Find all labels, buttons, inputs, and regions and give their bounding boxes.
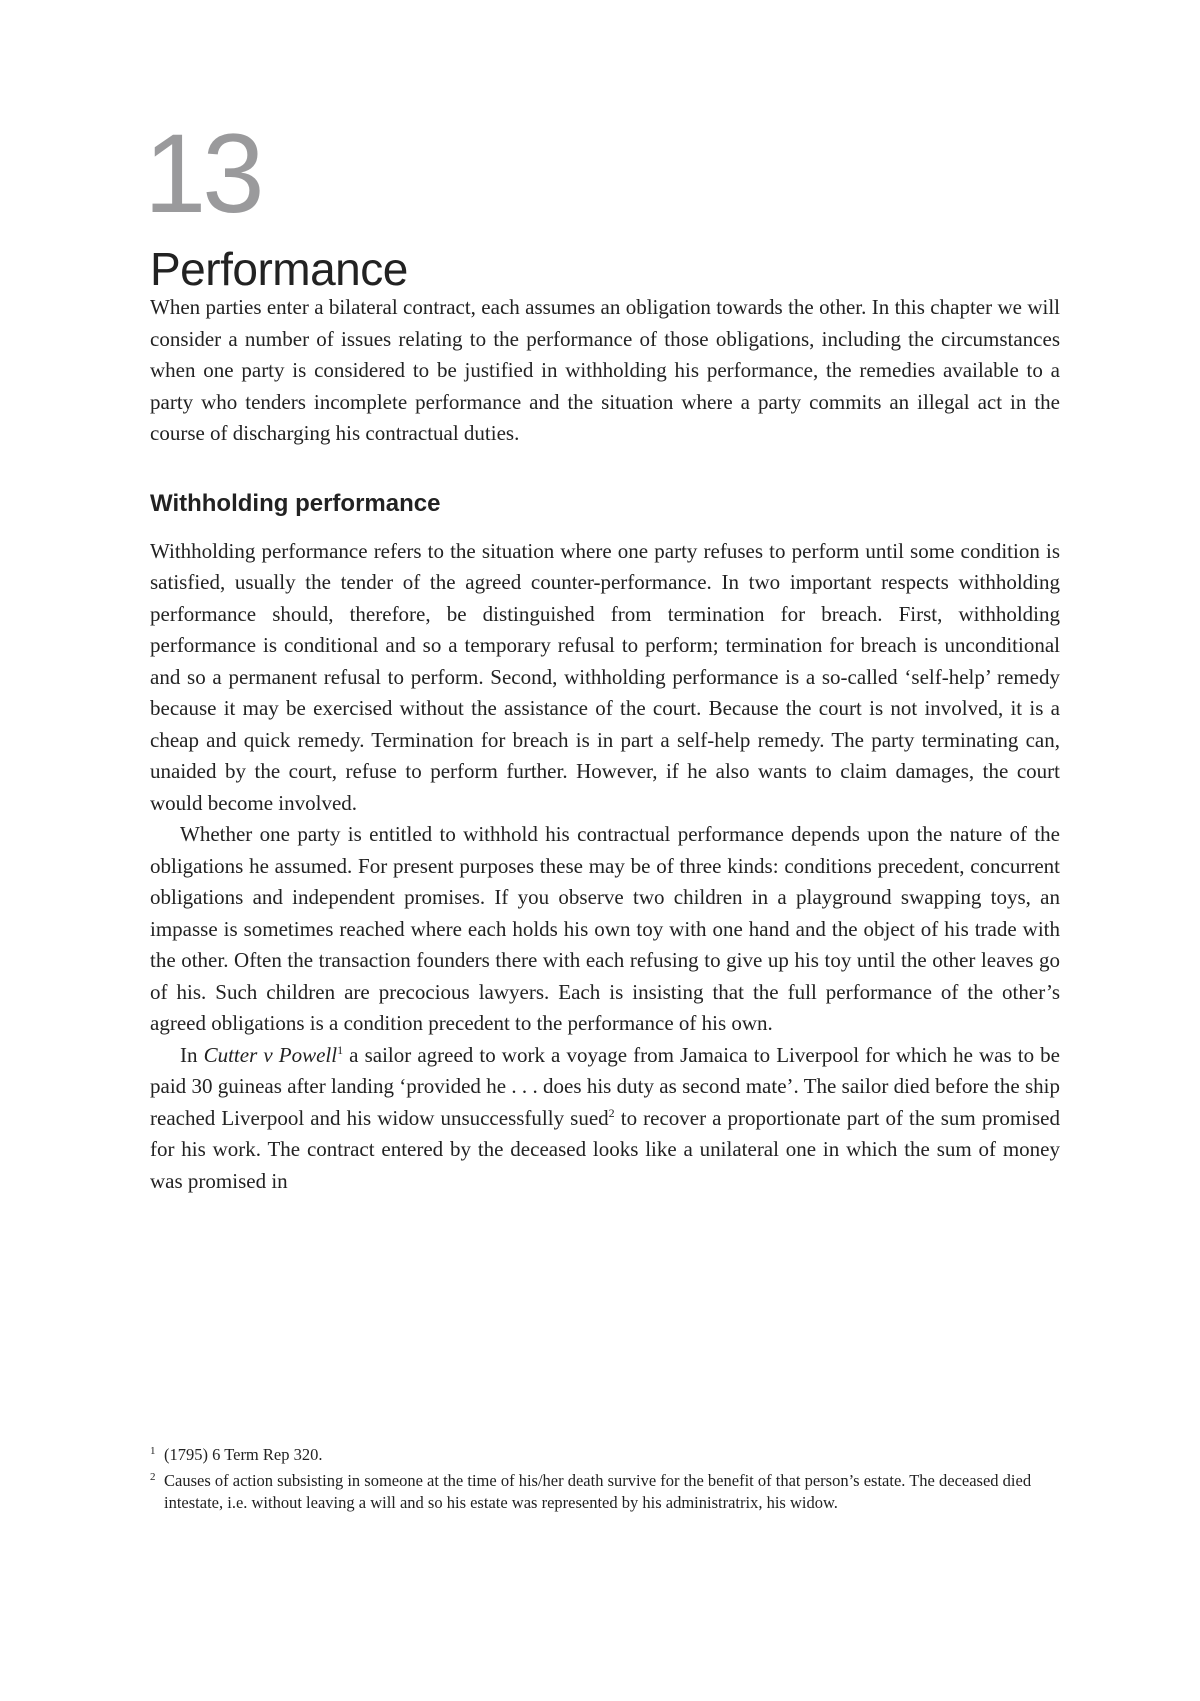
footnote-text: (1795) 6 Term Rep 320. [164,1445,323,1464]
case-name: Cutter v Powell [203,1042,338,1067]
footnote-ref-2[interactable]: 2 [608,1105,615,1120]
section-paragraph-3 [150,1040,1060,1198]
section-paragraph-2: Whether one party is entitled to withhold his contractual performance depends upon the nature of the obligations he assumed. For present purposes these may be of three kinds: conditions precedent, concurrent obligations and independent promises. If you observe two children in a playground swapping toys, an impasse is sometimes reached where each holds his own toy with one hand and the object of his trade with the other. Often the transaction founders there with each refusing to give up his toy until the other leaves go of his. Such children are precocious lawyers. Each is insisting that the full performance of the other’s agreed obligations is a condition precedent to the performance of his own. [150,822,1060,1035]
section-paragraph-1: Withholding performance refers to the situation where one party refuses to perform until some condition is satisfied, usually the tender of the agreed counter-performance. In two important respects withholding performance should, therefore, be distinguished from termination for breach. First, withholding performance is conditional and so a temporary refusal to perform; termination for breach is unconditional and so a permanent refusal to perform. Second, withholding performance is a so-called ‘self-help’ remedy because it may be exercised without the assistance of the court. Because the court is not involved, it is a cheap and quick remedy. Termination for breach is in part a self-help remedy. The party terminating can, unaided by the court, refuse to perform further. However, if he also wants to claim damages, the court would become involved. [150,538,1060,815]
main-content [144,111,1061,1197]
footnote-ref-1[interactable]: 1 [337,1042,344,1057]
paragraph-3-middle: a sailor agreed to work a voyage from Jamaica to Liverpool for which he was to be paid 30 guineas after landing ‘provided he . . . does his duty as second mate’. The sailor died before the ship reached Liverpool and his widow unsuccessfully sued [150,1042,1061,1130]
intro-paragraph: When parties enter a bilateral contract, each assumes an obligation towards the other. In this chapter we will consider a number of issues relating to the performance of those obligations, including the circumstances when one party is considered to be justified in withholding his performance, the remedies available to a party who tenders incomplete performance and the situation where a party commits an illegal act in the course of discharging his contractual duties. [150,295,1060,445]
chapter-number: 13 [144,111,261,236]
section-heading: Withholding performance [150,489,441,517]
footnote-text: Causes of action subsisting in someone at the time of his/her death survive for the benefit of that person’s estate. The deceased died intestate, i.e. without leaving a will and so his estate was represented by his administratrix, his widow. [164,1471,1032,1512]
paragraph-3-prefix: In [180,1042,204,1067]
footnote-mark: 2 [150,1471,156,1483]
paragraph-3-suffix: to recover a proportionate part of the sum promised for his work. The contract entered by the deceased looks like a unilateral one in which the sum of money was promised in [150,1105,1060,1193]
footnote-mark: 1 [150,1445,156,1457]
footnotes [150,1444,1060,1518]
chapter-body [150,292,1060,1197]
chapter-title: Performance [150,243,408,295]
footnote-2 [150,1470,1060,1514]
footnote-1 [150,1444,1060,1466]
